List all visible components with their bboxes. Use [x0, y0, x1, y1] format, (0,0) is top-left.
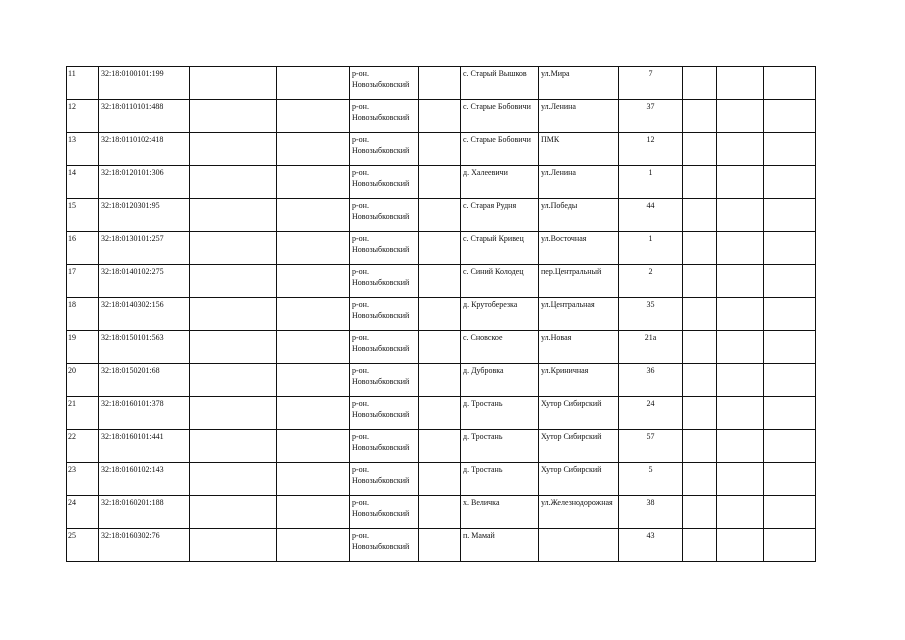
district-cell: р-он. Новозыбковский: [350, 397, 419, 430]
empty-cell: [764, 496, 816, 529]
empty-cell: [764, 100, 816, 133]
empty-cell: [277, 232, 350, 265]
empty-cell: [717, 100, 764, 133]
empty-cell: [683, 430, 717, 463]
empty-cell: [764, 331, 816, 364]
empty-cell: [717, 265, 764, 298]
cadastral-number-cell: 32:18:0130101:257: [99, 232, 190, 265]
empty-cell: [277, 463, 350, 496]
empty-cell: [190, 331, 277, 364]
empty-cell: [419, 331, 461, 364]
empty-cell: [683, 496, 717, 529]
empty-cell: [764, 166, 816, 199]
empty-cell: [190, 265, 277, 298]
row-index-cell: 24: [67, 496, 99, 529]
locality-cell: с. Синий Колодец: [461, 265, 539, 298]
row-index-cell: 18: [67, 298, 99, 331]
district-cell: р-он. Новозыбковский: [350, 430, 419, 463]
locality-cell: д. Тростань: [461, 430, 539, 463]
street-cell: ул.Мира: [539, 67, 619, 100]
locality-cell: п. Мамай: [461, 529, 539, 562]
locality-cell: с. Сновское: [461, 331, 539, 364]
street-cell: Хутор Сибирский: [539, 430, 619, 463]
empty-cell: [764, 199, 816, 232]
row-index-cell: 16: [67, 232, 99, 265]
empty-cell: [419, 529, 461, 562]
empty-cell: [683, 166, 717, 199]
empty-cell: [717, 133, 764, 166]
district-cell: р-он. Новозыбковский: [350, 100, 419, 133]
house-number-cell: 38: [619, 496, 683, 529]
cadastral-number-cell: 32:18:0160201:188: [99, 496, 190, 529]
empty-cell: [683, 265, 717, 298]
cadastral-number-cell: 32:18:0150101:563: [99, 331, 190, 364]
empty-cell: [419, 397, 461, 430]
street-cell: ул.Новая: [539, 331, 619, 364]
empty-cell: [717, 298, 764, 331]
table-row: [67, 166, 816, 199]
row-index-cell: 12: [67, 100, 99, 133]
street-cell: ул.Криничная: [539, 364, 619, 397]
empty-cell: [190, 496, 277, 529]
cadastral-number-cell: 32:18:0150201:68: [99, 364, 190, 397]
street-cell: ул.Ленина: [539, 100, 619, 133]
house-number-cell: 43: [619, 529, 683, 562]
cadastral-number-cell: 32:18:0100101:199: [99, 67, 190, 100]
empty-cell: [277, 166, 350, 199]
cadastral-number-cell: 32:18:0160102:143: [99, 463, 190, 496]
empty-cell: [190, 529, 277, 562]
street-cell: ПМК: [539, 133, 619, 166]
empty-cell: [190, 166, 277, 199]
empty-cell: [277, 430, 350, 463]
locality-cell: с. Старый Кривец: [461, 232, 539, 265]
empty-cell: [277, 199, 350, 232]
empty-cell: [419, 463, 461, 496]
empty-cell: [764, 430, 816, 463]
row-index-cell: 22: [67, 430, 99, 463]
empty-cell: [717, 67, 764, 100]
district-cell: р-он. Новозыбковский: [350, 364, 419, 397]
row-index-cell: 15: [67, 199, 99, 232]
empty-cell: [419, 133, 461, 166]
street-cell: Хутор Сибирский: [539, 463, 619, 496]
street-cell: ул.Победы: [539, 199, 619, 232]
row-index-cell: 11: [67, 67, 99, 100]
table-row: [67, 67, 816, 100]
district-cell: р-он. Новозыбковский: [350, 331, 419, 364]
district-cell: р-он. Новозыбковский: [350, 232, 419, 265]
street-cell: [539, 529, 619, 562]
locality-cell: д. Тростань: [461, 463, 539, 496]
empty-cell: [683, 199, 717, 232]
house-number-cell: 37: [619, 100, 683, 133]
table-row: [67, 298, 816, 331]
empty-cell: [419, 496, 461, 529]
empty-cell: [683, 232, 717, 265]
empty-cell: [190, 397, 277, 430]
street-cell: ул.Центральная: [539, 298, 619, 331]
table-row: [67, 265, 816, 298]
table-row: [67, 496, 816, 529]
empty-cell: [764, 232, 816, 265]
locality-cell: д. Халеевичи: [461, 166, 539, 199]
empty-cell: [764, 265, 816, 298]
house-number-cell: 1: [619, 232, 683, 265]
house-number-cell: 21а: [619, 331, 683, 364]
empty-cell: [190, 364, 277, 397]
empty-cell: [764, 298, 816, 331]
row-index-cell: 14: [67, 166, 99, 199]
street-cell: пер.Центральный: [539, 265, 619, 298]
street-cell: ул.Восточная: [539, 232, 619, 265]
house-number-cell: 5: [619, 463, 683, 496]
empty-cell: [764, 397, 816, 430]
empty-cell: [764, 529, 816, 562]
empty-cell: [764, 67, 816, 100]
locality-cell: с. Старая Рудня: [461, 199, 539, 232]
empty-cell: [419, 298, 461, 331]
cadastral-number-cell: 32:18:0140302:156: [99, 298, 190, 331]
locality-cell: с. Старый Вышков: [461, 67, 539, 100]
empty-cell: [717, 199, 764, 232]
cadastral-number-cell: 32:18:0160302:76: [99, 529, 190, 562]
empty-cell: [190, 133, 277, 166]
house-number-cell: 57: [619, 430, 683, 463]
cadastral-number-cell: 32:18:0160101:441: [99, 430, 190, 463]
table-row: [67, 463, 816, 496]
cadastral-number-cell: 32:18:0120101:306: [99, 166, 190, 199]
cadastral-number-cell: 32:18:0140102:275: [99, 265, 190, 298]
cadastral-number-cell: 32:18:0160101:378: [99, 397, 190, 430]
empty-cell: [717, 529, 764, 562]
house-number-cell: 2: [619, 265, 683, 298]
row-index-cell: 25: [67, 529, 99, 562]
table-row: [67, 430, 816, 463]
empty-cell: [277, 529, 350, 562]
locality-cell: д. Дубровка: [461, 364, 539, 397]
empty-cell: [277, 100, 350, 133]
table-row: [67, 331, 816, 364]
table-row: [67, 133, 816, 166]
empty-cell: [277, 298, 350, 331]
empty-cell: [717, 166, 764, 199]
empty-cell: [683, 397, 717, 430]
empty-cell: [277, 67, 350, 100]
empty-cell: [190, 199, 277, 232]
empty-cell: [277, 364, 350, 397]
table-row: [67, 199, 816, 232]
empty-cell: [717, 232, 764, 265]
locality-cell: д. Крутоберезка: [461, 298, 539, 331]
empty-cell: [683, 463, 717, 496]
empty-cell: [717, 463, 764, 496]
empty-cell: [277, 265, 350, 298]
empty-cell: [277, 331, 350, 364]
empty-cell: [419, 265, 461, 298]
district-cell: р-он. Новозыбковский: [350, 199, 419, 232]
row-index-cell: 21: [67, 397, 99, 430]
table-row: [67, 397, 816, 430]
district-cell: р-он. Новозыбковский: [350, 298, 419, 331]
empty-cell: [717, 397, 764, 430]
table-row: [67, 529, 816, 562]
house-number-cell: 12: [619, 133, 683, 166]
empty-cell: [190, 298, 277, 331]
empty-cell: [419, 100, 461, 133]
house-number-cell: 35: [619, 298, 683, 331]
locality-cell: с. Старые Бобовичи: [461, 100, 539, 133]
empty-cell: [683, 67, 717, 100]
empty-cell: [277, 397, 350, 430]
empty-cell: [764, 364, 816, 397]
empty-cell: [419, 199, 461, 232]
house-number-cell: 44: [619, 199, 683, 232]
empty-cell: [683, 133, 717, 166]
district-cell: р-он. Новозыбковский: [350, 67, 419, 100]
street-cell: ул.Железнодорожная: [539, 496, 619, 529]
cadastral-number-cell: 32:18:0110101:488: [99, 100, 190, 133]
empty-cell: [419, 166, 461, 199]
empty-cell: [190, 430, 277, 463]
empty-cell: [419, 232, 461, 265]
empty-cell: [277, 496, 350, 529]
empty-cell: [717, 331, 764, 364]
district-cell: р-он. Новозыбковский: [350, 166, 419, 199]
street-cell: Хутор Сибирский: [539, 397, 619, 430]
row-index-cell: 23: [67, 463, 99, 496]
house-number-cell: 1: [619, 166, 683, 199]
empty-cell: [419, 430, 461, 463]
empty-cell: [717, 430, 764, 463]
empty-cell: [683, 529, 717, 562]
row-index-cell: 13: [67, 133, 99, 166]
table-row: [67, 100, 816, 133]
empty-cell: [190, 463, 277, 496]
empty-cell: [190, 100, 277, 133]
empty-cell: [419, 364, 461, 397]
table-row: [67, 364, 816, 397]
row-index-cell: 20: [67, 364, 99, 397]
empty-cell: [683, 100, 717, 133]
row-index-cell: 19: [67, 331, 99, 364]
empty-cell: [419, 67, 461, 100]
table-row: [67, 232, 816, 265]
cadastral-number-cell: 32:18:0110102:418: [99, 133, 190, 166]
empty-cell: [683, 331, 717, 364]
house-number-cell: 24: [619, 397, 683, 430]
empty-cell: [277, 133, 350, 166]
empty-cell: [683, 298, 717, 331]
empty-cell: [190, 67, 277, 100]
empty-cell: [717, 364, 764, 397]
empty-cell: [190, 232, 277, 265]
district-cell: р-он. Новозыбковский: [350, 496, 419, 529]
empty-cell: [764, 133, 816, 166]
empty-cell: [717, 496, 764, 529]
empty-cell: [683, 364, 717, 397]
district-cell: р-он. Новозыбковский: [350, 463, 419, 496]
cadastral-number-cell: 32:18:0120301:95: [99, 199, 190, 232]
property-table: [66, 66, 816, 562]
row-index-cell: 17: [67, 265, 99, 298]
house-number-cell: 7: [619, 67, 683, 100]
house-number-cell: 36: [619, 364, 683, 397]
district-cell: р-он. Новозыбковский: [350, 529, 419, 562]
empty-cell: [764, 463, 816, 496]
locality-cell: с. Старые Бобовичи: [461, 133, 539, 166]
table-body: [67, 67, 816, 562]
street-cell: ул.Ленина: [539, 166, 619, 199]
locality-cell: д. Тростань: [461, 397, 539, 430]
locality-cell: х. Величка: [461, 496, 539, 529]
district-cell: р-он. Новозыбковский: [350, 265, 419, 298]
district-cell: р-он. Новозыбковский: [350, 133, 419, 166]
